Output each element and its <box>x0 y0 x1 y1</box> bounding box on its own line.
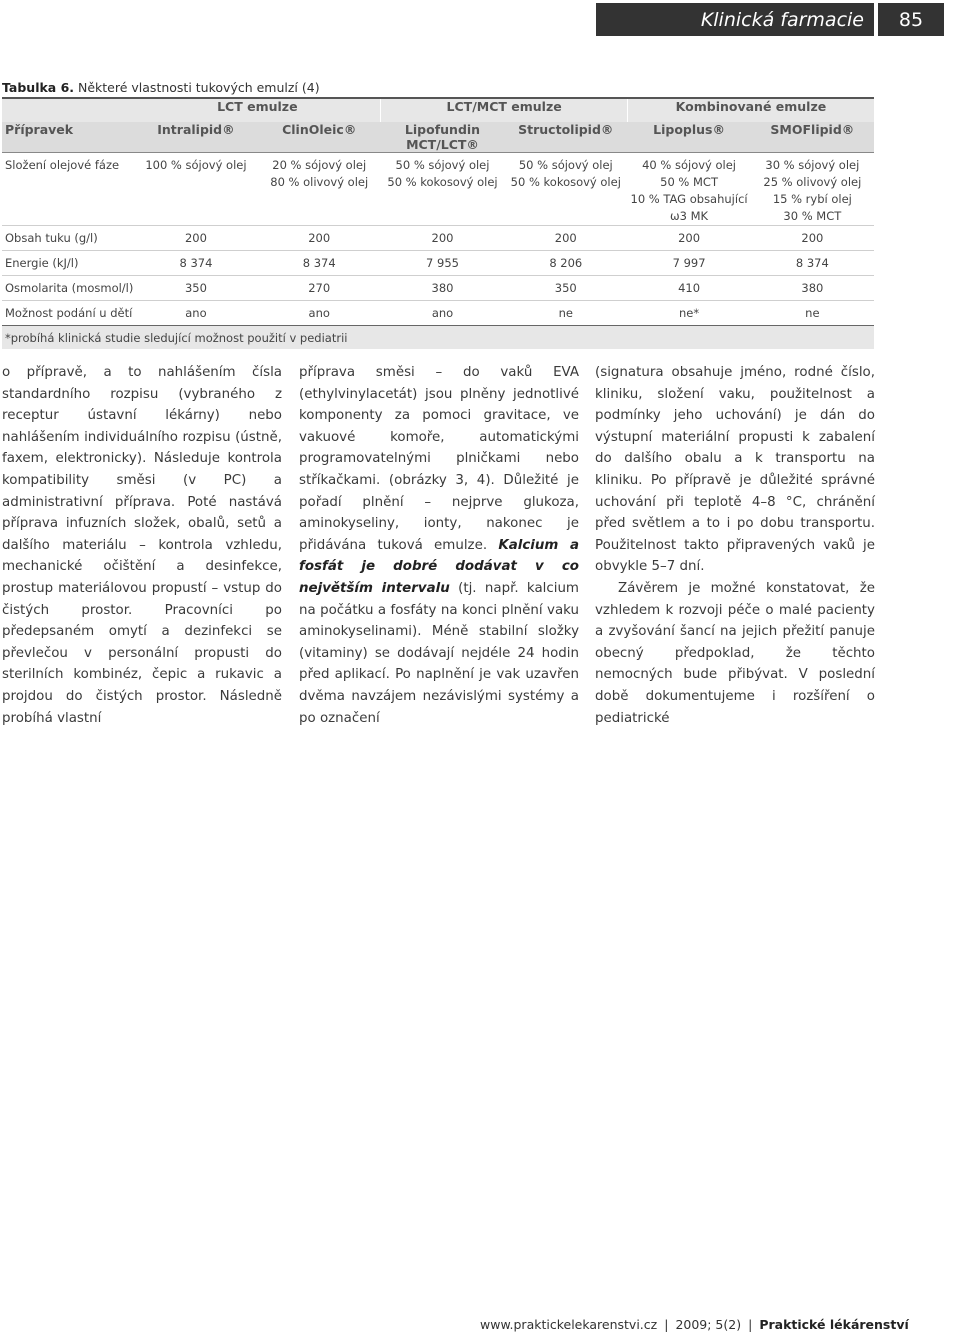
table-cell: 200 <box>134 226 257 251</box>
cell-line: 20 % sójový olej <box>272 158 367 172</box>
cell-line: 40 % sójový olej <box>642 158 737 172</box>
table-cell: 350 <box>504 276 627 301</box>
table-cell: 200 <box>258 226 381 251</box>
table-cell: 7 955 <box>381 251 504 276</box>
paragraph <box>299 362 579 729</box>
emulsion-properties-table <box>2 97 874 349</box>
table-caption-label: Tabulka 6. <box>2 80 75 95</box>
table-caption-text: Některé vlastnosti tukových emulzí (4) <box>74 80 320 95</box>
table-cell: 8 374 <box>134 251 257 276</box>
table-footnote: *probíhá klinická studie sledující možnost použití v pediatrii <box>2 326 874 350</box>
table-cell: 270 <box>258 276 381 301</box>
table-row <box>2 276 874 301</box>
group-lct-mct: LCT/MCT emulze <box>381 98 628 122</box>
cell-line: 50 % kokosový olej <box>387 175 498 189</box>
table-cell <box>258 153 381 226</box>
table-caption <box>2 80 320 95</box>
text-column-2 <box>299 362 579 729</box>
paragraph: Závěrem je možné konstatovat, že vzhledem k rozvoji péče o malé pacienty a zvyšování šancí na jejich přežití panuje obecný předpoklad, že těchto nemocných bude přibývat. V poslední době dokumentujeme i rozšíření o pediatrické <box>595 580 875 726</box>
table-cell <box>381 153 504 226</box>
table-cell: ne <box>751 301 874 326</box>
row-label: Energie (kJ/l) <box>2 251 134 276</box>
emphasis-text: Kalcium a fosfát je dobré dodávat v co největším intervalu <box>299 537 580 596</box>
product-header: Lipoplus® <box>627 122 750 153</box>
row-header-label: Přípravek <box>2 122 134 153</box>
group-combined: Kombinované emulze <box>627 98 874 122</box>
table-cell: 200 <box>751 226 874 251</box>
text-column-3 <box>595 362 875 729</box>
table-group-header-row <box>2 98 874 122</box>
product-header: Lipofundin MCT/LCT® <box>381 122 504 153</box>
row-label: Možnost podání u dětí <box>2 301 134 326</box>
product-header: Structolipid® <box>504 122 627 153</box>
group-lct: LCT emulze <box>134 98 381 122</box>
table-header-row <box>2 122 874 153</box>
table-cell <box>751 153 874 226</box>
cell-line: 50 % MCT <box>660 175 718 189</box>
cell-line: 100 % sójový olej <box>145 158 247 172</box>
text-run: příprava směsi – do vaků EVA (ethylvinylacetát) jsou plněny jednotlivé komponenty za pomoci gravitace, ve vakuové komoře, automatickými programovatelnými plničkami nebo stříkačkami. (obrázky 3, 4). Důležité je pořadí plnění – nejprve glukoza, aminokyseliny, ionty, nakonec je přidávána tuková emulze. <box>299 365 579 553</box>
table-cell: ne* <box>627 301 750 326</box>
row-label: Složení olejové fáze <box>2 153 134 226</box>
table-cell: 350 <box>134 276 257 301</box>
table-cell: ano <box>258 301 381 326</box>
row-label: Obsah tuku (g/l) <box>2 226 134 251</box>
footer-journal: Praktické lékárenství <box>759 1317 909 1332</box>
table-cell: 410 <box>627 276 750 301</box>
table-cell: 8 374 <box>258 251 381 276</box>
table-footnote-row <box>2 326 874 350</box>
product-header: Intralipid® <box>134 122 257 153</box>
table-cell: 8 374 <box>751 251 874 276</box>
paragraph: (signatura obsahuje jméno, rodné číslo, kliniku, složení vaku, použitelnost a podmínky jeho uchování) je dán do výstupní materiální propusti k zabalení do dalšího obalu a k transportu na kliniku. Po přípravě je důležité správné uchování při teplotě 4–8 °C, chránění před světlem a to i po dobu transportu. Použitelnost takto připravených vaků je obvykle 5–7 dní. <box>595 365 875 575</box>
table-cell: ano <box>381 301 504 326</box>
cell-line: 50 % sójový olej <box>395 158 490 172</box>
cell-line: 30 % sójový olej <box>765 158 860 172</box>
table-cell: 200 <box>381 226 504 251</box>
table-cell: 7 997 <box>627 251 750 276</box>
table-cell: 200 <box>627 226 750 251</box>
cell-line: 50 % kokosový olej <box>510 175 621 189</box>
cell-line: 15 % rybí olej <box>772 192 852 206</box>
table-cell: 380 <box>751 276 874 301</box>
group-spacer <box>2 98 134 122</box>
table-cell: 8 206 <box>504 251 627 276</box>
table-cell <box>134 153 257 226</box>
section-title: Klinická farmacie <box>596 3 874 36</box>
footer-issue: 2009; 5(2) <box>675 1317 742 1332</box>
table-row <box>2 251 874 276</box>
table-cell: ano <box>134 301 257 326</box>
table-row <box>2 301 874 326</box>
cell-line: 10 % TAG obsahující <box>630 192 748 206</box>
table-cell <box>504 153 627 226</box>
table-cell <box>627 153 750 226</box>
product-header: SMOFlipid® <box>751 122 874 153</box>
cell-line: ω3 MK <box>670 209 709 223</box>
row-label: Osmolarita (mosmol/l) <box>2 276 134 301</box>
cell-line: 50 % sójový olej <box>518 158 613 172</box>
table-cell: 380 <box>381 276 504 301</box>
page-number: 85 <box>878 3 944 36</box>
cell-line: 25 % olivový olej <box>763 175 862 189</box>
cell-line: 30 % MCT <box>783 209 842 223</box>
table-cell: ne <box>504 301 627 326</box>
table-row-composition <box>2 153 874 226</box>
text-column-1 <box>2 362 282 729</box>
footer-url[interactable]: www.praktickelekarenstvi.cz <box>480 1317 658 1332</box>
page-footer: www.praktickelekarenstvi.cz | 2009; 5(2) | Praktické lékárenství <box>480 1317 909 1332</box>
cell-line: 80 % olivový olej <box>270 175 369 189</box>
table-row <box>2 226 874 251</box>
paragraph: o přípravě, a to nahlášením čísla standardního rozpisu (vybraného z receptur ústavní lékárny) nebo nahlášením individuálního rozpisu (ústně, faxem, elektronicky). Následuje kontrola kompatibility směsi (v PC) a administrativní příprava. Poté nastává příprava infuzních složek, obalů, setů a dalšího materiálu – kontrola vzhledu, mechanické očištění a desinfekce, prostup materiálovou propustí – vstup do čistých prostor. Pracovníci po předepsaném omytí a dezinfekci se převlečou v personální propusti do sterilních kombinéz, čepic a rukavic a projdou do čistých prostor. Následně probíhá vlastní <box>2 365 282 726</box>
text-run: (tj. např. kalcium na počátku a fosfáty na konci plnění vaku aminokyselinami). Méně stabilní složky (vitaminy) se dodávají nejdéle 24 hodin před aplikací. Po naplnění je vak uzavřen dvěma navzájem nezávislými systémy a po označení <box>299 580 579 726</box>
product-header: ClinOleic® <box>258 122 381 153</box>
table-cell: 200 <box>504 226 627 251</box>
